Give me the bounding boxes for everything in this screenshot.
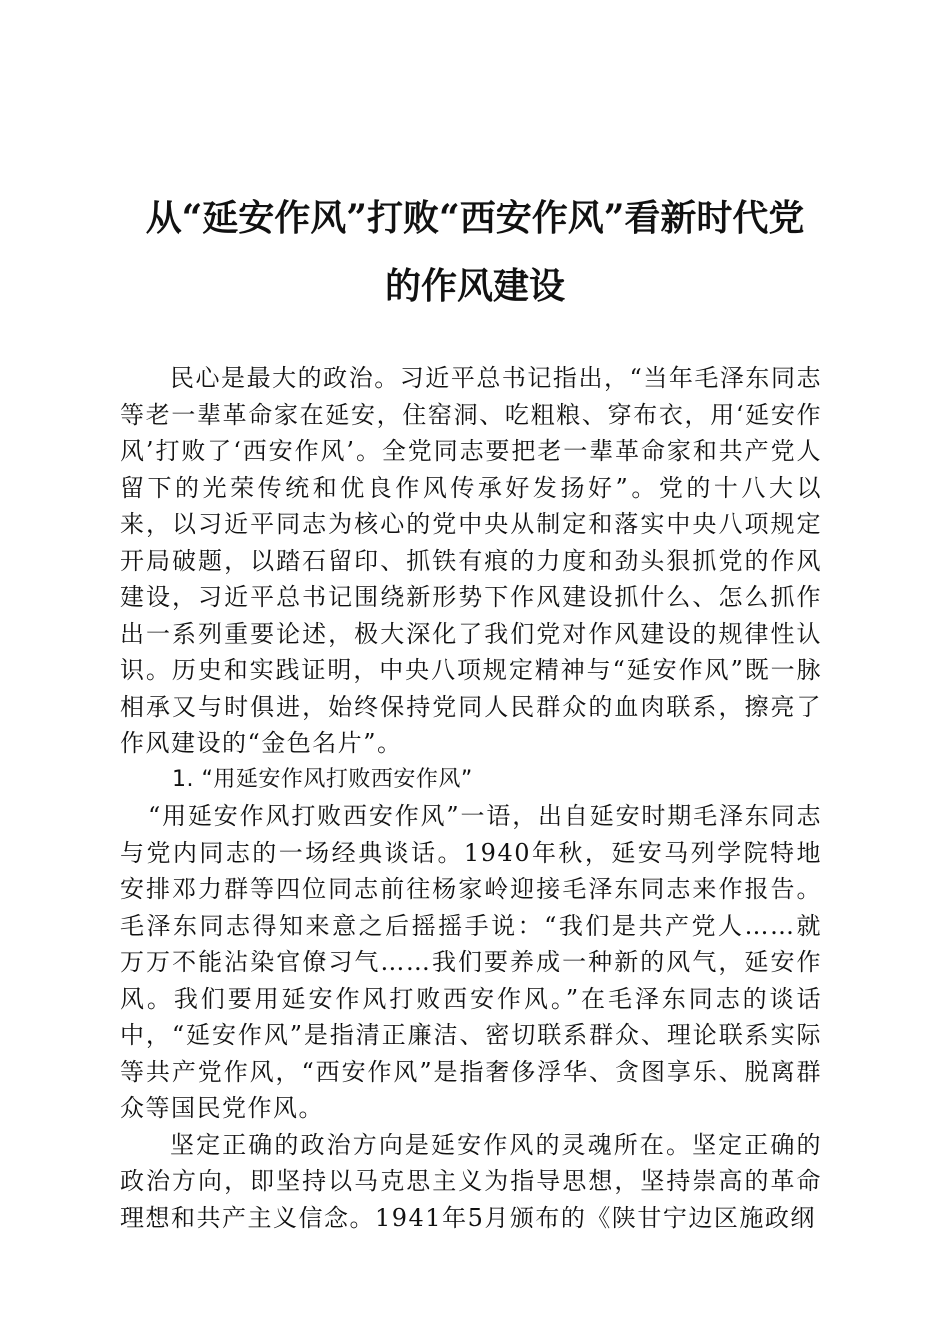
document-title-line-2: 的作风建设 — [384, 265, 565, 307]
section-heading-1: 1. “用延安作风打败西安作风” — [172, 766, 473, 792]
paragraph-political-direction: 坚定正确的政治方向是延安作风的灵魂所在。坚定正确的政治方向，即坚持以马克思主义为指导思想，坚持崇高的革命理想和共产主义信念。1941年5月颁布的《陕甘宁边区施政纲 — [120, 1130, 822, 1232]
paragraph-origin: “用延安作风打败西安作风”一语，出自延安时期毛泽东同志与党内同志的一场经典谈话。1940年秋，延安马列学院特地安排邓力群等四位同志前往杨家岭迎接毛泽东同志来作报告。毛泽东同志得知来意之后摇摇手说：“我们是共产党人……就万万不能沾染官僚习气……我们要养成一种新的风气，延安作风。我们要用延安作风打败西安作风。”在毛泽东同志的谈话中，“延安作风”是指清正廉洁、密切联系群众、理论联系实际等共产党作风，“西安作风”是指奢侈浮华、贪图享乐、脱离群众等国民党作风。 — [120, 802, 822, 1122]
document-title-line-1: 从“延安作风”打败“西安作风”看新时代党 — [145, 197, 805, 239]
paragraph-intro: 民心是最大的政治。习近平总书记指出，“当年毛泽东同志等老一辈革命家在延安，住窑洞、吃粗粮、穿布衣，用‘延安作风’打败了‘西安作风’。全党同志要把老一辈革命家和共产党人留下的光荣传统和优良作风传承好发扬好”。党的十八大以来，以习近平同志为核心的党中央从制定和落实中央八项规定开局破题，以踏石留印、抓铁有痕的力度和劲头狠抓党的作风建设，习近平总书记围绕新形势下作风建设抓什么、怎么抓作出一系列重要论述，极大深化了我们党对作风建设的规律性认识。历史和实践证明，中央八项规定精神与“延安作风”既一脉相承又与时俱进，始终保持党同人民群众的血肉联系，擦亮了作风建设的“金色名片”。 — [120, 364, 822, 757]
document-body — [120, 360, 822, 1236]
